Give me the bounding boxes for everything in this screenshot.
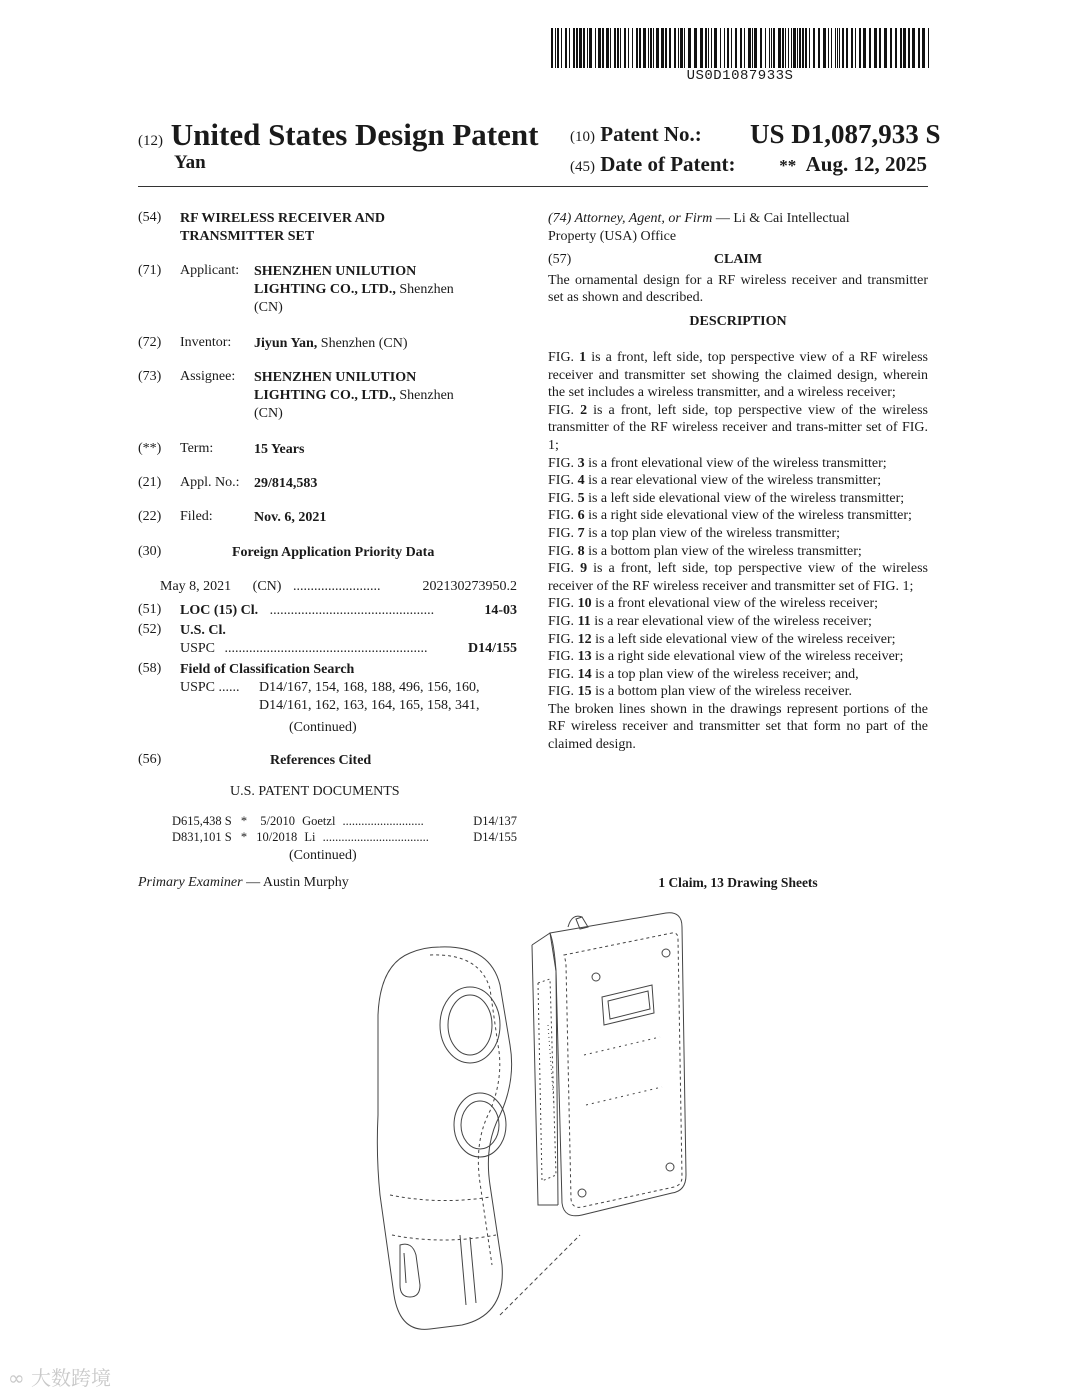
attorney-block (548, 210, 928, 246)
primary-examiner (138, 874, 349, 892)
field-search-continued: (Continued) (289, 720, 357, 735)
uspc-label: USPC (180, 641, 216, 656)
inid-code-72: (72) (138, 335, 162, 350)
fig-description (548, 455, 928, 473)
fig-prefix: FIG. (548, 666, 578, 682)
barcode-bar (555, 28, 556, 68)
fig-prefix: FIG. (548, 490, 578, 506)
barcode-bar (823, 28, 826, 68)
fig-text: is a front elevational view of the wireless receiver; (591, 596, 879, 612)
claim-text: The ornamental design for a RF wireless receiver and transmitter set as shown and described. (548, 273, 928, 305)
fig-prefix: FIG. (548, 402, 581, 418)
references-heading: References Cited (270, 753, 372, 768)
watermark-logo (8, 1362, 111, 1391)
priority-date: May 8, 2021 (160, 579, 232, 594)
fig-text: is a right side elevational view of the wireless transmitter; (584, 508, 912, 524)
barcode-bar (869, 28, 871, 68)
ref-class: D14/155 (473, 830, 517, 844)
inid-code-57: (57) (548, 252, 572, 267)
assignee-label: Assignee: (180, 369, 236, 384)
attorney-name-line1: Li & Cai Intellectual (733, 211, 850, 226)
barcode-bar (617, 28, 619, 68)
wireless-receiver-drawing (532, 913, 686, 1216)
priority-country: (CN) (252, 579, 282, 594)
barcode-bar (884, 28, 887, 68)
fig-number: 10 (577, 596, 592, 612)
claims-summary: 1 Claim, 13 Drawing Sheets (658, 875, 818, 890)
inventor-value (254, 335, 494, 353)
fig-prefix: FIG. (548, 350, 580, 365)
barcode-bar (828, 28, 829, 68)
fig-description (548, 543, 928, 561)
barcode-bar (720, 28, 721, 68)
fig-prefix: FIG. (548, 561, 581, 577)
us-cl-label: U.S. Cl. (180, 623, 226, 638)
claim-heading: CLAIM (713, 252, 763, 267)
fig-prefix: FIG. (548, 684, 578, 700)
barcode-bar (912, 28, 915, 68)
fig-text: is a left side elevational view of the wireless receiver; (591, 631, 896, 647)
field-search-line1: D14/167, 154, 168, 188, 496, 156, 160, (259, 680, 480, 695)
fig-text: is a front, left side, top perspective view of the wireless receiver of the RF wireless receiver and transmitter set of FIG. 1; (548, 561, 929, 594)
fig-text: is a bottom plan view of the wireless receiver. (591, 684, 853, 700)
appl-no-label: Appl. No.: (180, 475, 240, 490)
patent-title: United States Design Patent (170, 117, 539, 152)
barcode-bar (711, 28, 712, 68)
assignee-name-line2: LIGHTING CO., LTD., (254, 388, 396, 403)
barcode-bar (650, 28, 652, 68)
barcode-bar (727, 28, 729, 68)
barcode-bar (740, 28, 742, 68)
barcode-bar (765, 28, 766, 68)
filed-value: Nov. 6, 2021 (254, 510, 327, 525)
inid-code-30: (30) (138, 544, 162, 559)
field-search-classes (259, 679, 517, 715)
fig-text: is a left side elevational view of the wireless transmitter; (584, 490, 905, 506)
inid-code-52: (52) (138, 622, 162, 637)
term-marker: ** (779, 156, 797, 175)
fig-number: 4 (577, 473, 585, 489)
barcode-bar (903, 28, 906, 68)
barcode-bar (606, 28, 609, 68)
fig-number: 13 (577, 649, 592, 665)
barcode-bar (748, 28, 751, 68)
invention-title-line2: TRANSMITTER SET (180, 229, 315, 244)
barcode-bar (573, 28, 575, 68)
barcode-bar (863, 28, 866, 68)
barcode-bar (797, 28, 798, 68)
applicant-city: Shenzhen (399, 282, 454, 297)
barcode-bar (661, 28, 664, 68)
barcode-bar (802, 28, 804, 68)
barcode-bar (705, 28, 707, 68)
fig-number: 9 (580, 561, 588, 577)
inid-code-73: (73) (138, 369, 162, 384)
fig-prefix: FIG. (548, 613, 578, 629)
barcode-bar (665, 28, 667, 68)
inid-code-21: (21) (138, 475, 162, 490)
ref-class: D14/137 (473, 814, 517, 828)
barcode-bar (700, 28, 703, 68)
examiner-label: Primary Examiner (138, 875, 243, 890)
attorney-dash: — (715, 211, 730, 226)
fig-number: 11 (577, 613, 591, 629)
ref-doc-number: D615,438 S (172, 814, 232, 828)
barcode-image (551, 28, 929, 68)
inventor-name: Jiyun Yan, (254, 336, 318, 351)
fig-number: 14 (577, 666, 592, 682)
fig-text: is a top plan view of the wireless receiver; and, (591, 666, 859, 682)
barcode-bar (859, 28, 861, 68)
barcode-bar (643, 28, 646, 68)
ref-name: Li (304, 830, 316, 844)
barcode-bar (782, 28, 784, 68)
barcode-bar (879, 28, 881, 68)
inventor-location: Shenzhen (CN) (320, 336, 408, 351)
applicant-name-line2: LIGHTING CO., LTD., (254, 282, 396, 297)
date-label-text: Date of Patent: (600, 152, 736, 176)
fig-description (548, 613, 928, 631)
barcode-bar (595, 28, 596, 68)
ref-leader: .................................. (322, 830, 429, 844)
fig-text: is a top plan view of the wireless transmitter; (584, 525, 841, 541)
barcode-bar (874, 28, 877, 68)
barcode-bar (694, 28, 697, 68)
wireless-transmitter-drawing (377, 947, 511, 1329)
barcode-bar (551, 28, 553, 68)
fig-description (548, 349, 928, 402)
fig-description (548, 402, 928, 455)
inid-code-56: (56) (138, 752, 162, 767)
barcode-bar (688, 28, 691, 68)
inid-code-12: (12) (138, 133, 163, 149)
inid-code-10: (10) (570, 129, 595, 145)
fig-text: is a front, left side, top perspective view of a RF wireless receiver and transmitter set showing the claimed design, wherein the set includes a wireless transmitter, and a wireless receiver; (548, 350, 928, 401)
barcode-bar (752, 28, 753, 68)
ref-doc-number: D831,101 S (172, 830, 232, 844)
barcode-bar (785, 28, 786, 68)
barcode-bar (639, 28, 641, 68)
barcode-bar (922, 28, 925, 68)
fig-description (548, 490, 928, 508)
header-rule (138, 186, 928, 187)
barcode-bar (799, 28, 801, 68)
fig-description (548, 560, 928, 595)
fig-text: is a front elevational view of the wireless transmitter; (584, 455, 887, 471)
design-drawing-fig1 (320, 905, 720, 1345)
fig-text: is a front, left side, top perspective view of the wireless transmitter of the RF wireless receiver and trans-mitter set of FIG. 1; (548, 402, 929, 453)
reference-row (172, 829, 517, 845)
barcode-bar (557, 28, 559, 68)
fig-text: is a bottom plan view of the wireless transmitter; (584, 543, 862, 559)
inid-code-51: (51) (138, 602, 162, 617)
barcode-bar (653, 28, 654, 68)
description-text (548, 349, 928, 754)
fig-number: 15 (577, 684, 592, 700)
inid-code-71: (71) (138, 263, 162, 278)
barcode-bar (648, 28, 649, 68)
fig-number: 1 (579, 350, 587, 365)
barcode-bar (735, 28, 737, 68)
fig-prefix: FIG. (548, 596, 578, 612)
barcode-bar (760, 28, 762, 68)
barcode-bar (928, 28, 929, 68)
barcode-bar (632, 28, 633, 68)
ref-date: 5/2010 (260, 814, 295, 828)
us-patent-docs-heading: U.S. PATENT DOCUMENTS (230, 784, 400, 799)
barcode-bar (678, 28, 679, 68)
date-of-patent-label (570, 152, 736, 177)
fig-prefix: FIG. (548, 543, 578, 559)
barcode-bar (900, 28, 902, 68)
fig-prefix: FIG. (548, 508, 578, 524)
watermark-text: 大数跨境 (31, 1366, 112, 1390)
attorney-name-line2: Property (USA) Office (548, 229, 677, 244)
fig-description (548, 507, 928, 525)
barcode-bar (788, 28, 789, 68)
assignee-country: (CN) (254, 406, 283, 421)
invention-title-line1: RF WIRELESS RECEIVER AND (180, 211, 385, 226)
ref-cited-by-examiner: * (240, 830, 248, 844)
barcode-bar (855, 28, 856, 68)
inid-code-54: (54) (138, 210, 162, 225)
barcode-bar (851, 28, 853, 68)
barcode-bar (809, 28, 810, 68)
barcode-bar (610, 28, 611, 68)
assignee-value (254, 369, 494, 423)
barcode-bar (598, 28, 601, 68)
barcode-bar (674, 28, 676, 68)
barcode-bar (846, 28, 848, 68)
barcode-bar (773, 28, 775, 68)
barcode-bar (918, 28, 920, 68)
barcode-bar (680, 28, 683, 68)
uspc-leader: .......................................................... (224, 641, 428, 656)
uspc-value: D14/155 (468, 641, 517, 656)
barcode-bar (793, 28, 796, 68)
date-of-patent-value (740, 152, 927, 177)
ref-leader: .......................... (342, 814, 424, 828)
barcode-bar (754, 28, 757, 68)
patent-number-label (570, 122, 702, 147)
barcode-bar (614, 28, 616, 68)
ref-date: 10/2018 (256, 830, 298, 844)
barcode-bar (813, 28, 815, 68)
invention-title (180, 210, 385, 246)
reference-row (172, 813, 517, 829)
barcode-bar (669, 28, 671, 68)
barcode-bar (771, 28, 772, 68)
barcode-bar (569, 28, 570, 68)
fig-number: 2 (580, 402, 588, 418)
fig-number: 5 (577, 490, 585, 506)
fig-number: 7 (577, 525, 585, 541)
barcode-bar (624, 28, 626, 68)
fig-description (548, 472, 928, 490)
inid-code-22: (22) (138, 509, 162, 524)
fig-prefix: FIG. (548, 525, 578, 541)
filed-label: Filed: (180, 509, 213, 524)
applicant-value (254, 263, 494, 317)
inventor-label: Inventor: (180, 335, 232, 350)
priority-leader: ......................... (292, 579, 381, 594)
watermark-icon: ∞ (8, 1366, 25, 1390)
inid-code-45: (45) (570, 159, 595, 175)
fig-description (548, 666, 928, 684)
patent-number-value: US D1,087,933 S (750, 119, 941, 149)
barcode-bar (890, 28, 892, 68)
fig-number: 12 (577, 631, 592, 647)
field-search-line2: D14/161, 162, 163, 164, 165, 158, 341, (259, 698, 480, 713)
barcode-bar (620, 28, 621, 68)
barcode-bar (576, 28, 578, 68)
appl-no-value: 29/814,583 (254, 476, 318, 491)
fig-text: is a rear elevational view of the wireless receiver; (590, 613, 872, 629)
loc-leader: ............................................... (269, 603, 435, 618)
loc-label: LOC (15) Cl. (180, 603, 259, 618)
applicant-label: Applicant: (180, 263, 240, 278)
barcode-bar (769, 28, 770, 68)
barcode-bar (724, 28, 725, 68)
barcode-bar (778, 28, 781, 68)
barcode-bar (818, 28, 820, 68)
term-label: Term: (180, 441, 214, 456)
loc-class (180, 602, 517, 620)
barcode-bar (589, 28, 592, 68)
barcode-bar (744, 28, 745, 68)
barcode-bar (731, 28, 732, 68)
patent-type-title (138, 117, 538, 153)
applicant-country: (CN) (254, 300, 283, 315)
fig-prefix: FIG. (548, 455, 578, 471)
fig-text: is a right side elevational view of the wireless receiver; (591, 649, 904, 665)
fig-prefix: FIG. (548, 649, 578, 665)
priority-number: 202130273950.2 (422, 579, 517, 594)
barcode-bar (835, 28, 836, 68)
barcode-bar (805, 28, 807, 68)
ref-cited-by-examiner: * (240, 814, 248, 828)
barcode-bar (583, 28, 585, 68)
barcode-bar (842, 28, 844, 68)
barcode-bar (791, 28, 792, 68)
barcode-bar (831, 28, 832, 68)
references-list (172, 813, 517, 845)
fig-description (548, 595, 928, 613)
inventor-surname: Yan (174, 152, 206, 173)
barcode-number: US0D1087933S (686, 68, 794, 84)
lead-line (500, 1235, 580, 1315)
assignee-city: Shenzhen (399, 388, 454, 403)
attorney-label: (74) Attorney, Agent, or Firm (548, 211, 713, 226)
ref-name: Goetzl (302, 814, 336, 828)
date-value-text: Aug. 12, 2025 (805, 152, 927, 176)
fig-description (548, 631, 928, 649)
barcode-bar (565, 28, 567, 68)
broken-lines-statement: The broken lines shown in the drawings represent portions of the RF wireless receiver and transmitter set that form no part of the claimed design. (548, 701, 928, 753)
fig-number: 8 (577, 543, 585, 559)
barcode-bar (628, 28, 629, 68)
fig-description (548, 648, 928, 666)
description-heading: DESCRIPTION (689, 314, 787, 329)
assignee-name-line1: SHENZHEN UNILUTION (254, 370, 417, 385)
barcode-bar (684, 28, 685, 68)
fig-number: 6 (577, 508, 585, 524)
barcode-bar (908, 28, 910, 68)
loc-value: 14-03 (484, 603, 517, 618)
barcode-bar (837, 28, 838, 68)
fig-description (548, 683, 928, 701)
patent-no-label-text: Patent No.: (600, 122, 702, 146)
barcode-bar (561, 28, 562, 68)
examiner-name: Austin Murphy (262, 875, 349, 890)
fig-description (548, 525, 928, 543)
fig-number: 3 (577, 455, 585, 471)
term-value: 15 Years (254, 442, 305, 457)
barcode-bar (839, 28, 840, 68)
examiner-dash: — (246, 875, 261, 890)
priority-heading: Foreign Application Priority Data (232, 545, 435, 560)
barcode-bar (587, 28, 588, 68)
barcode-bar (602, 28, 604, 68)
barcode-bar (579, 28, 582, 68)
field-search-label: Field of Classification Search (180, 662, 355, 677)
barcode-bar (708, 28, 709, 68)
fig-text: is a rear elevational view of the wireless transmitter; (584, 473, 882, 489)
inid-code-term: (**) (138, 441, 162, 456)
barcode-bar (656, 28, 659, 68)
references-continued: (Continued) (289, 848, 357, 863)
barcode-bar (636, 28, 638, 68)
barcode-bar (895, 28, 897, 68)
applicant-name-line1: SHENZHEN UNILUTION (254, 264, 417, 279)
priority-entry (160, 578, 517, 596)
fig-prefix: FIG. (548, 473, 578, 489)
barcode-bar (714, 28, 717, 68)
inid-code-58: (58) (138, 661, 162, 676)
uspc-line (180, 640, 517, 658)
field-search-uspc: USPC ...... (180, 680, 240, 695)
fig-prefix: FIG. (548, 631, 578, 647)
